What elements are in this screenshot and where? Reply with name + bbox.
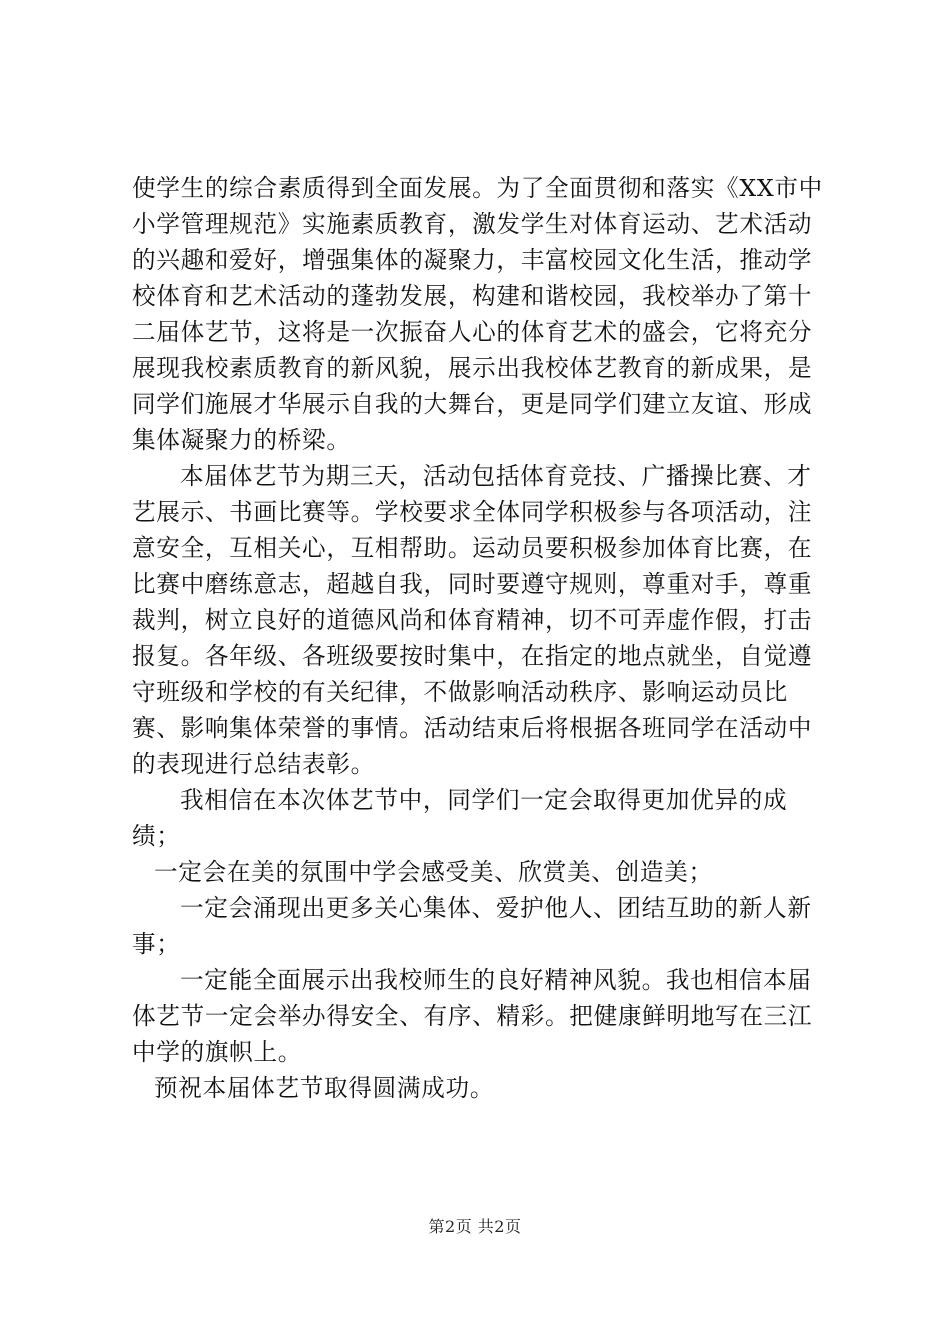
page-footer <box>0 1217 950 1237</box>
paragraph-belief-beauty: 一定会在美的氛围中学会感受美、欣赏美、创造美； <box>154 858 713 886</box>
paragraph-belief-achievement: 我相信在本次体艺节中，同学们一定会取得更加优异的成绩； <box>132 786 788 850</box>
paragraph-festival-schedule: 本届体艺节为期三天，活动包括体育竞技、广播操比赛、才艺展示、书画比赛等。学校要求全体同学积极参与各项活动，注意安全，互相关心，互相帮助。运动员要积极参加体育比赛，在比赛中磨练意志，超越自我，同时要遵守规则，尊重对手，尊重裁判，树立良好的道德风尚和体育精神，切不可弄虚作假，打击报复。各年级、各班级要按时集中，在指定的地点就坐，自觉遵守班级和学校的有关纪律，不做影响活动秩序、影响运动员比赛、影响集体荣誉的事情。活动结束后将根据各班同学在活动中的表现进行总结表彰。 <box>132 462 813 778</box>
paragraph-closing-wish: 预祝本届体艺节取得圆满成功。 <box>154 1074 495 1102</box>
paragraph-belief-spirit: 一定能全面展示出我校师生的良好精神风貌。我也相信本届体艺节一定会举办得安全、有序、精彩。把健康鲜明地写在三江中学的旗帜上。 <box>132 966 813 1066</box>
page-number-label: 第2页 共2页 <box>428 1217 522 1236</box>
paragraph-intro-continuation: 使学生的综合素质得到全面发展。为了全面贯彻和落实《XX市中小学管理规范》实施素质教育，激发学生对体育运动、艺术活动的兴趣和爱好，增强集体的凝聚力，丰富校园文化生活，推动学校体育和艺术活动的蓬勃发展，构建和谐校园，我校举办了第十二届体艺节，这将是一次振奋人心的体育艺术的盛会，它将充分展现我校素质教育的新风貌，展示出我校体艺教育的新成果，是同学们施展才华展示自我的大舞台，更是同学们建立友谊、形成集体凝聚力的桥梁。 <box>132 174 823 454</box>
document-body <box>132 170 832 1106</box>
paragraph-belief-new-people: 一定会涌现出更多关心集体、爱护他人、团结互助的新人新事； <box>132 894 812 958</box>
